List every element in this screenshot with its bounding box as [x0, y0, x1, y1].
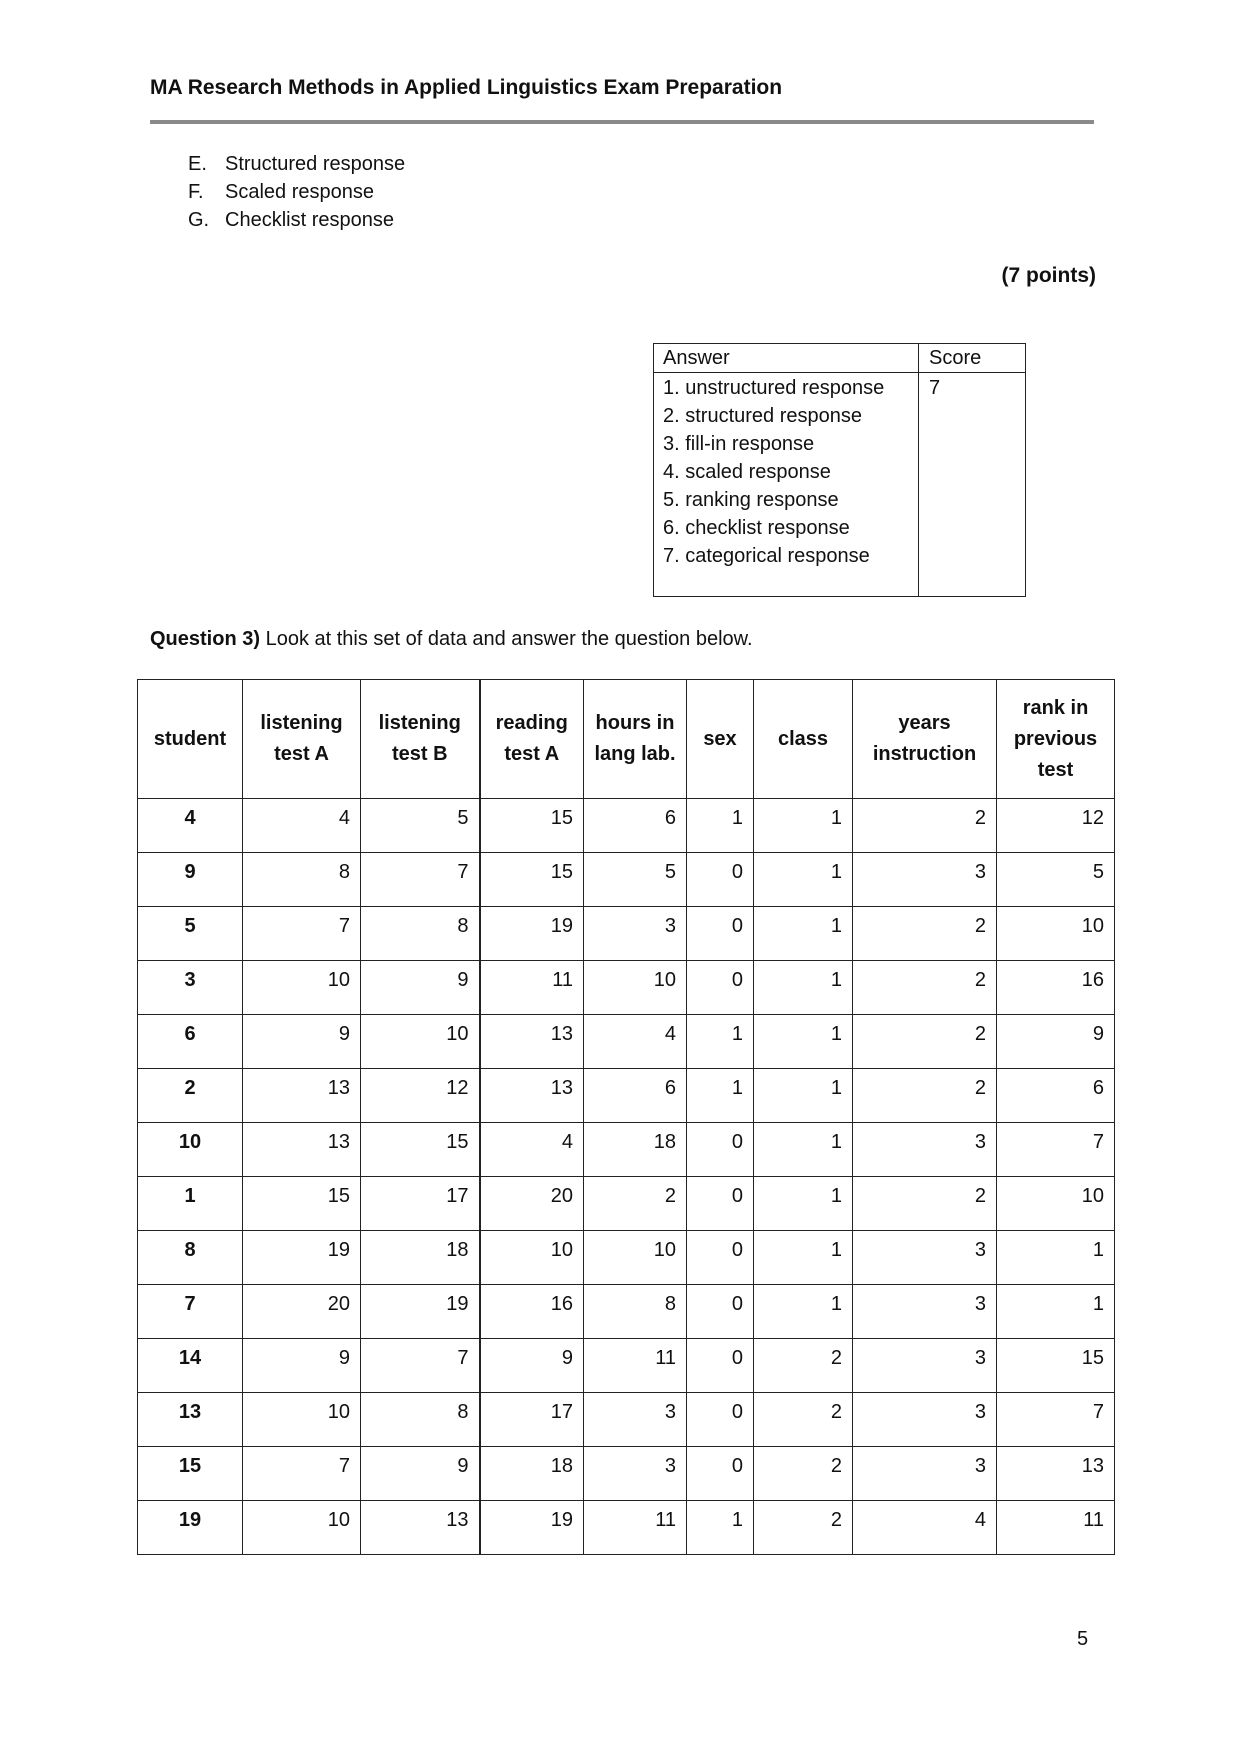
table-cell: 7 — [243, 1447, 361, 1501]
table-cell: 3 — [584, 907, 687, 961]
table-cell: 1 — [754, 1069, 853, 1123]
table-cell: 8 — [243, 853, 361, 907]
table-cell: 3 — [584, 1393, 687, 1447]
column-header-line: previous — [1013, 727, 1098, 750]
score-column-header: Score — [929, 347, 982, 369]
table-cell: 6 — [584, 1069, 687, 1123]
table-cell: 7 — [361, 853, 480, 907]
table-row — [138, 1069, 1115, 1123]
table-cell: 13 — [361, 1501, 480, 1555]
table-cell: 17 — [361, 1177, 480, 1231]
table-cell: 11 — [584, 1501, 687, 1555]
column-header-line: student — [153, 727, 227, 750]
table-cell: 3 — [853, 1393, 997, 1447]
table-row — [138, 1447, 1115, 1501]
column-header — [853, 680, 997, 799]
table-cell: 0 — [687, 1447, 754, 1501]
table-cell: 20 — [243, 1285, 361, 1339]
table-cell: 3 — [853, 1339, 997, 1393]
answer-item: 1. unstructured response — [663, 377, 885, 399]
answer-item: 3. fill-in response — [663, 433, 815, 455]
table-row — [138, 1285, 1115, 1339]
table-cell: 4 — [584, 1015, 687, 1069]
table-cell: 2 — [853, 1177, 997, 1231]
table-cell: 1 — [754, 1015, 853, 1069]
column-header-line: rank in — [1022, 696, 1089, 719]
table-cell: 3 — [853, 1447, 997, 1501]
table-cell: 18 — [480, 1447, 584, 1501]
student-id-cell: 5 — [138, 907, 243, 961]
table-cell: 10 — [243, 1393, 361, 1447]
table-cell: 8 — [361, 907, 480, 961]
table-cell: 17 — [480, 1393, 584, 1447]
column-header-line: hours in — [595, 712, 675, 734]
table-cell: 2 — [853, 799, 997, 853]
table-cell: 16 — [997, 961, 1115, 1015]
student-id-cell: 4 — [138, 799, 243, 853]
table-cell: 10 — [243, 961, 361, 1015]
table-cell: 20 — [480, 1177, 584, 1231]
table-cell: 1 — [687, 1069, 754, 1123]
table-row — [138, 1339, 1115, 1393]
option-letter: G. — [188, 209, 210, 231]
table-cell: 0 — [687, 853, 754, 907]
table-cell: 16 — [480, 1285, 584, 1339]
table-cell: 19 — [243, 1231, 361, 1285]
header-divider — [150, 120, 1094, 124]
column-header-line: class — [777, 727, 829, 750]
table-cell: 8 — [584, 1285, 687, 1339]
table-cell: 9 — [997, 1015, 1115, 1069]
table-cell: 2 — [754, 1393, 853, 1447]
table-cell: 0 — [687, 1393, 754, 1447]
table-row — [138, 1231, 1115, 1285]
answer-item: 5. ranking response — [663, 489, 839, 511]
table-row — [138, 1015, 1115, 1069]
table-cell: 13 — [480, 1069, 584, 1123]
table-row — [138, 853, 1115, 907]
column-header-line: test A — [274, 743, 329, 765]
table-cell: 2 — [754, 1339, 853, 1393]
table-cell: 10 — [361, 1015, 480, 1069]
column-header-line: sex — [703, 727, 737, 750]
answer-table-header — [654, 344, 1025, 373]
table-cell: 2 — [853, 1015, 997, 1069]
table-cell: 2 — [754, 1447, 853, 1501]
table-header-row — [138, 680, 1115, 799]
table-cell: 11 — [997, 1501, 1115, 1555]
table-cell: 6 — [997, 1069, 1115, 1123]
table-cell: 11 — [584, 1339, 687, 1393]
column-header-line: test B — [391, 743, 448, 765]
table-cell: 3 — [584, 1447, 687, 1501]
table-cell: 1 — [754, 1285, 853, 1339]
column-header — [754, 680, 853, 799]
table-cell: 15 — [480, 799, 584, 853]
column-header — [997, 680, 1115, 799]
table-cell: 10 — [480, 1231, 584, 1285]
answer-table-body — [654, 373, 1025, 597]
table-cell: 6 — [584, 799, 687, 853]
table-cell: 10 — [243, 1501, 361, 1555]
option-list — [188, 150, 405, 234]
option-letter: F. — [188, 181, 204, 203]
table-cell: 1 — [997, 1285, 1115, 1339]
table-cell: 9 — [243, 1339, 361, 1393]
table-cell: 7 — [243, 907, 361, 961]
table-cell: 15 — [997, 1339, 1115, 1393]
table-cell: 1 — [754, 1177, 853, 1231]
table-cell: 8 — [361, 1393, 480, 1447]
answer-item: 2. structured response — [663, 405, 862, 427]
column-header-line: lang lab. — [594, 743, 676, 765]
table-cell: 2 — [754, 1501, 853, 1555]
question-prompt — [150, 628, 753, 651]
table-cell: 0 — [687, 1339, 754, 1393]
table-cell: 12 — [361, 1069, 480, 1123]
column-header — [361, 680, 480, 799]
score-value: 7 — [929, 377, 941, 399]
student-id-cell: 10 — [138, 1123, 243, 1177]
table-cell: 4 — [480, 1123, 584, 1177]
table-cell: 1 — [687, 799, 754, 853]
student-id-cell: 6 — [138, 1015, 243, 1069]
table-cell: 18 — [361, 1231, 480, 1285]
table-cell: 1 — [754, 1123, 853, 1177]
page-header-title: MA Research Methods in Applied Linguistics Exam Preparation — [150, 76, 783, 99]
answer-column-header: Answer — [654, 344, 919, 372]
table-cell: 1 — [754, 907, 853, 961]
table-cell: 13 — [997, 1447, 1115, 1501]
column-header-line: listening — [378, 712, 461, 734]
table-cell: 2 — [853, 907, 997, 961]
answer-item: 4. scaled response — [663, 461, 831, 483]
option-item — [188, 178, 405, 206]
column-header-line: listening — [260, 712, 343, 734]
table-cell: 1 — [754, 1231, 853, 1285]
option-text: Scaled response — [225, 181, 374, 203]
table-row — [138, 1177, 1115, 1231]
points-label: (7 points) — [1001, 264, 1096, 287]
table-cell: 0 — [687, 1231, 754, 1285]
table-cell: 10 — [584, 961, 687, 1015]
answer-score-table — [653, 343, 1026, 597]
student-id-cell: 19 — [138, 1501, 243, 1555]
table-cell: 1 — [687, 1501, 754, 1555]
table-cell: 10 — [997, 907, 1115, 961]
page-number: 5 — [1077, 1628, 1089, 1650]
student-id-cell: 2 — [138, 1069, 243, 1123]
table-cell: 19 — [480, 1501, 584, 1555]
table-cell: 13 — [243, 1069, 361, 1123]
table-cell: 2 — [584, 1177, 687, 1231]
question-text: Look at this set of data and answer the question below. — [260, 628, 753, 650]
table-cell: 18 — [584, 1123, 687, 1177]
table-cell: 1 — [687, 1015, 754, 1069]
table-cell: 13 — [480, 1015, 584, 1069]
table-cell: 10 — [997, 1177, 1115, 1231]
table-cell: 1 — [754, 853, 853, 907]
student-id-cell: 3 — [138, 961, 243, 1015]
table-row — [138, 1501, 1115, 1555]
column-header — [138, 680, 243, 799]
student-id-cell: 15 — [138, 1447, 243, 1501]
table-cell: 4 — [853, 1501, 997, 1555]
table-cell: 1 — [997, 1231, 1115, 1285]
table-row — [138, 799, 1115, 853]
table-cell: 13 — [243, 1123, 361, 1177]
answer-item: 7. categorical response — [663, 545, 870, 567]
column-header — [584, 680, 687, 799]
option-item — [188, 206, 405, 234]
table-cell: 1 — [754, 799, 853, 853]
table-cell: 1 — [754, 961, 853, 1015]
table-cell: 0 — [687, 907, 754, 961]
column-header-line: instruction — [872, 743, 977, 765]
column-header-line: test A — [504, 743, 560, 765]
table-cell: 5 — [361, 799, 480, 853]
table-cell: 15 — [361, 1123, 480, 1177]
table-cell: 15 — [243, 1177, 361, 1231]
option-letter: E. — [188, 153, 207, 175]
table-cell: 2 — [853, 1069, 997, 1123]
table-cell: 12 — [997, 799, 1115, 853]
table-row — [138, 1393, 1115, 1447]
table-row — [138, 961, 1115, 1015]
option-text: Checklist response — [225, 209, 394, 231]
table-cell: 0 — [687, 1123, 754, 1177]
table-cell: 9 — [361, 1447, 480, 1501]
table-cell: 7 — [361, 1339, 480, 1393]
table-body — [138, 799, 1115, 1555]
answer-item: 6. checklist response — [663, 517, 850, 539]
question-label: Question 3) — [150, 628, 261, 650]
column-header — [243, 680, 361, 799]
student-data-table — [137, 679, 1115, 1555]
table-cell: 0 — [687, 961, 754, 1015]
option-text: Structured response — [225, 153, 406, 175]
table-cell: 0 — [687, 1177, 754, 1231]
student-id-cell: 7 — [138, 1285, 243, 1339]
table-cell: 9 — [361, 961, 480, 1015]
table-cell: 4 — [243, 799, 361, 853]
student-id-cell: 8 — [138, 1231, 243, 1285]
column-header-line: reading — [495, 712, 568, 734]
table-row — [138, 907, 1115, 961]
student-id-cell: 1 — [138, 1177, 243, 1231]
answer-list — [654, 373, 919, 597]
table-cell: 19 — [480, 907, 584, 961]
option-item — [188, 150, 405, 178]
table-cell: 3 — [853, 1231, 997, 1285]
table-cell: 19 — [361, 1285, 480, 1339]
column-header — [687, 680, 754, 799]
table-cell: 11 — [480, 961, 584, 1015]
table-cell: 7 — [997, 1123, 1115, 1177]
column-header-line: test — [1037, 758, 1074, 781]
table-cell: 0 — [687, 1285, 754, 1339]
table-row — [138, 1123, 1115, 1177]
column-header-line: years — [898, 712, 951, 734]
table-cell: 3 — [853, 1123, 997, 1177]
table-cell: 10 — [584, 1231, 687, 1285]
table-cell: 3 — [853, 1285, 997, 1339]
column-header — [480, 680, 584, 799]
table-cell: 7 — [997, 1393, 1115, 1447]
student-id-cell: 13 — [138, 1393, 243, 1447]
table-cell: 9 — [243, 1015, 361, 1069]
student-id-cell: 14 — [138, 1339, 243, 1393]
table-cell: 3 — [853, 853, 997, 907]
table-cell: 15 — [480, 853, 584, 907]
table-cell: 5 — [997, 853, 1115, 907]
student-id-cell: 9 — [138, 853, 243, 907]
table-cell: 2 — [853, 961, 997, 1015]
table-cell: 5 — [584, 853, 687, 907]
table-cell: 9 — [480, 1339, 584, 1393]
